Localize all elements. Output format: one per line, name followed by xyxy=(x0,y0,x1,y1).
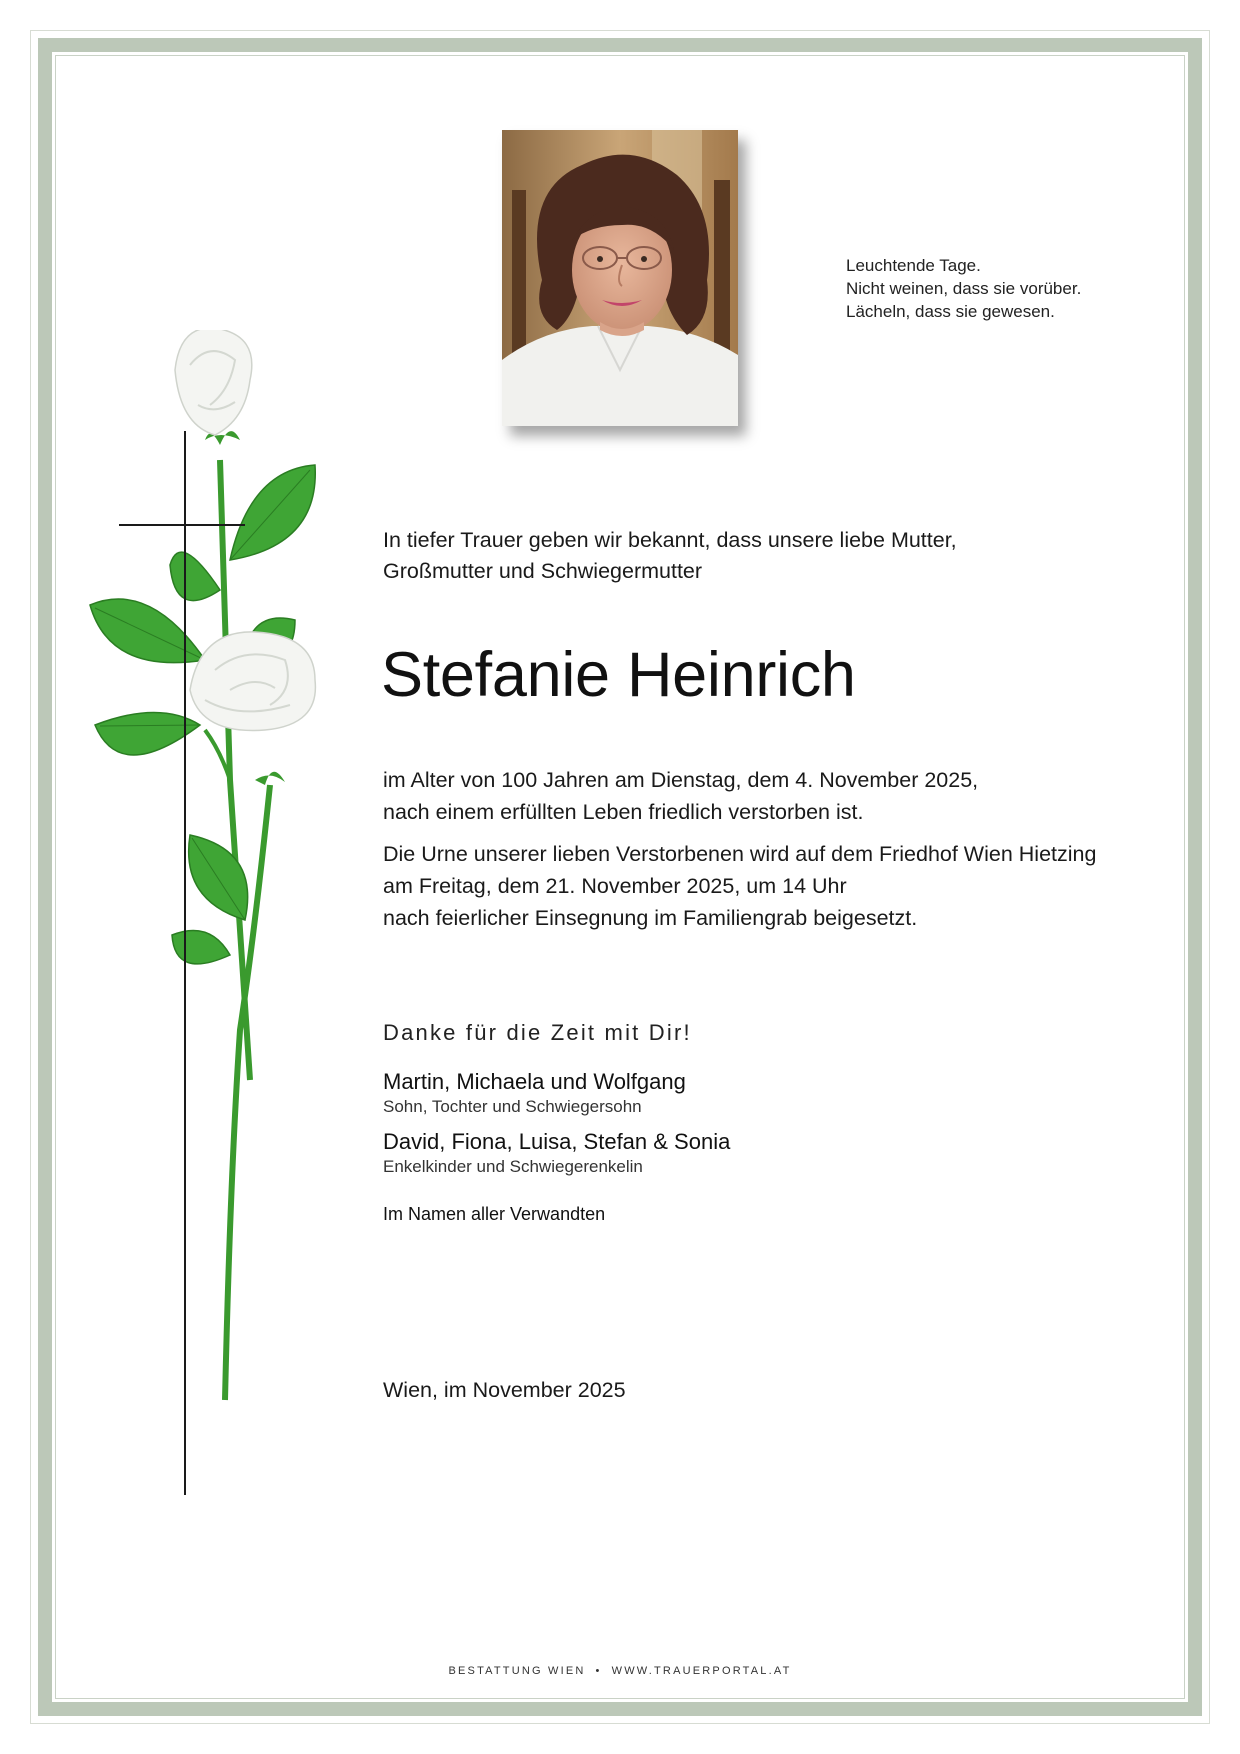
white-rose-illustration xyxy=(80,330,360,1410)
family-relation: Sohn, Tochter und Schwiegersohn xyxy=(383,1097,642,1116)
quote xyxy=(846,254,1081,323)
detail-line: nach einem erfüllten Leben friedlich verstorben ist. xyxy=(383,800,864,824)
detail-line: Die Urne unserer lieben Verstorbenen wird auf dem Friedhof Wien Hietzing xyxy=(383,842,1097,866)
announcement-intro xyxy=(383,525,957,587)
quote-line: Leuchtende Tage. xyxy=(846,256,981,275)
footer xyxy=(0,1665,1240,1677)
cross-horizontal xyxy=(119,524,245,526)
portrait-photo xyxy=(502,130,738,426)
footer-website: WWW.TRAUERPORTAL.AT xyxy=(611,1665,792,1677)
footer-company: BESTATTUNG WIEN xyxy=(448,1665,586,1677)
signoff: Im Namen aller Verwandten xyxy=(383,1204,606,1224)
announcement-details xyxy=(383,764,1096,934)
intro-line: In tiefer Trauer geben wir bekannt, dass unsere liebe Mutter, xyxy=(383,528,957,552)
rose-bloom xyxy=(190,632,315,731)
place-date: Wien, im November 2025 xyxy=(383,1378,626,1402)
footer-separator: • xyxy=(595,1665,602,1677)
family-names: David, Fiona, Luisa, Stefan & Sonia xyxy=(383,1129,731,1154)
family-list xyxy=(383,1068,730,1188)
family-relation: Enkelkinder und Schwiegerenkelin xyxy=(383,1157,643,1176)
family-names: Martin, Michaela und Wolfgang xyxy=(383,1069,686,1094)
quote-line: Lächeln, dass sie gewesen. xyxy=(846,302,1055,321)
quote-line: Nicht weinen, dass sie vorüber. xyxy=(846,279,1082,298)
detail-line: am Freitag, dem 21. November 2025, um 14 Uhr xyxy=(383,874,847,898)
detail-line: im Alter von 100 Jahren am Dienstag, dem 4. November 2025, xyxy=(383,768,979,792)
rose-bud-top xyxy=(175,330,252,435)
cross-vertical xyxy=(184,431,186,1495)
thanks-line: Danke für die Zeit mit Dir! xyxy=(383,1020,692,1045)
detail-line: nach feierlicher Einsegnung im Familiengrab beigesetzt. xyxy=(383,906,918,930)
deceased-name: Stefanie Heinrich xyxy=(381,640,856,710)
intro-line: Großmutter und Schwiegermutter xyxy=(383,559,703,583)
